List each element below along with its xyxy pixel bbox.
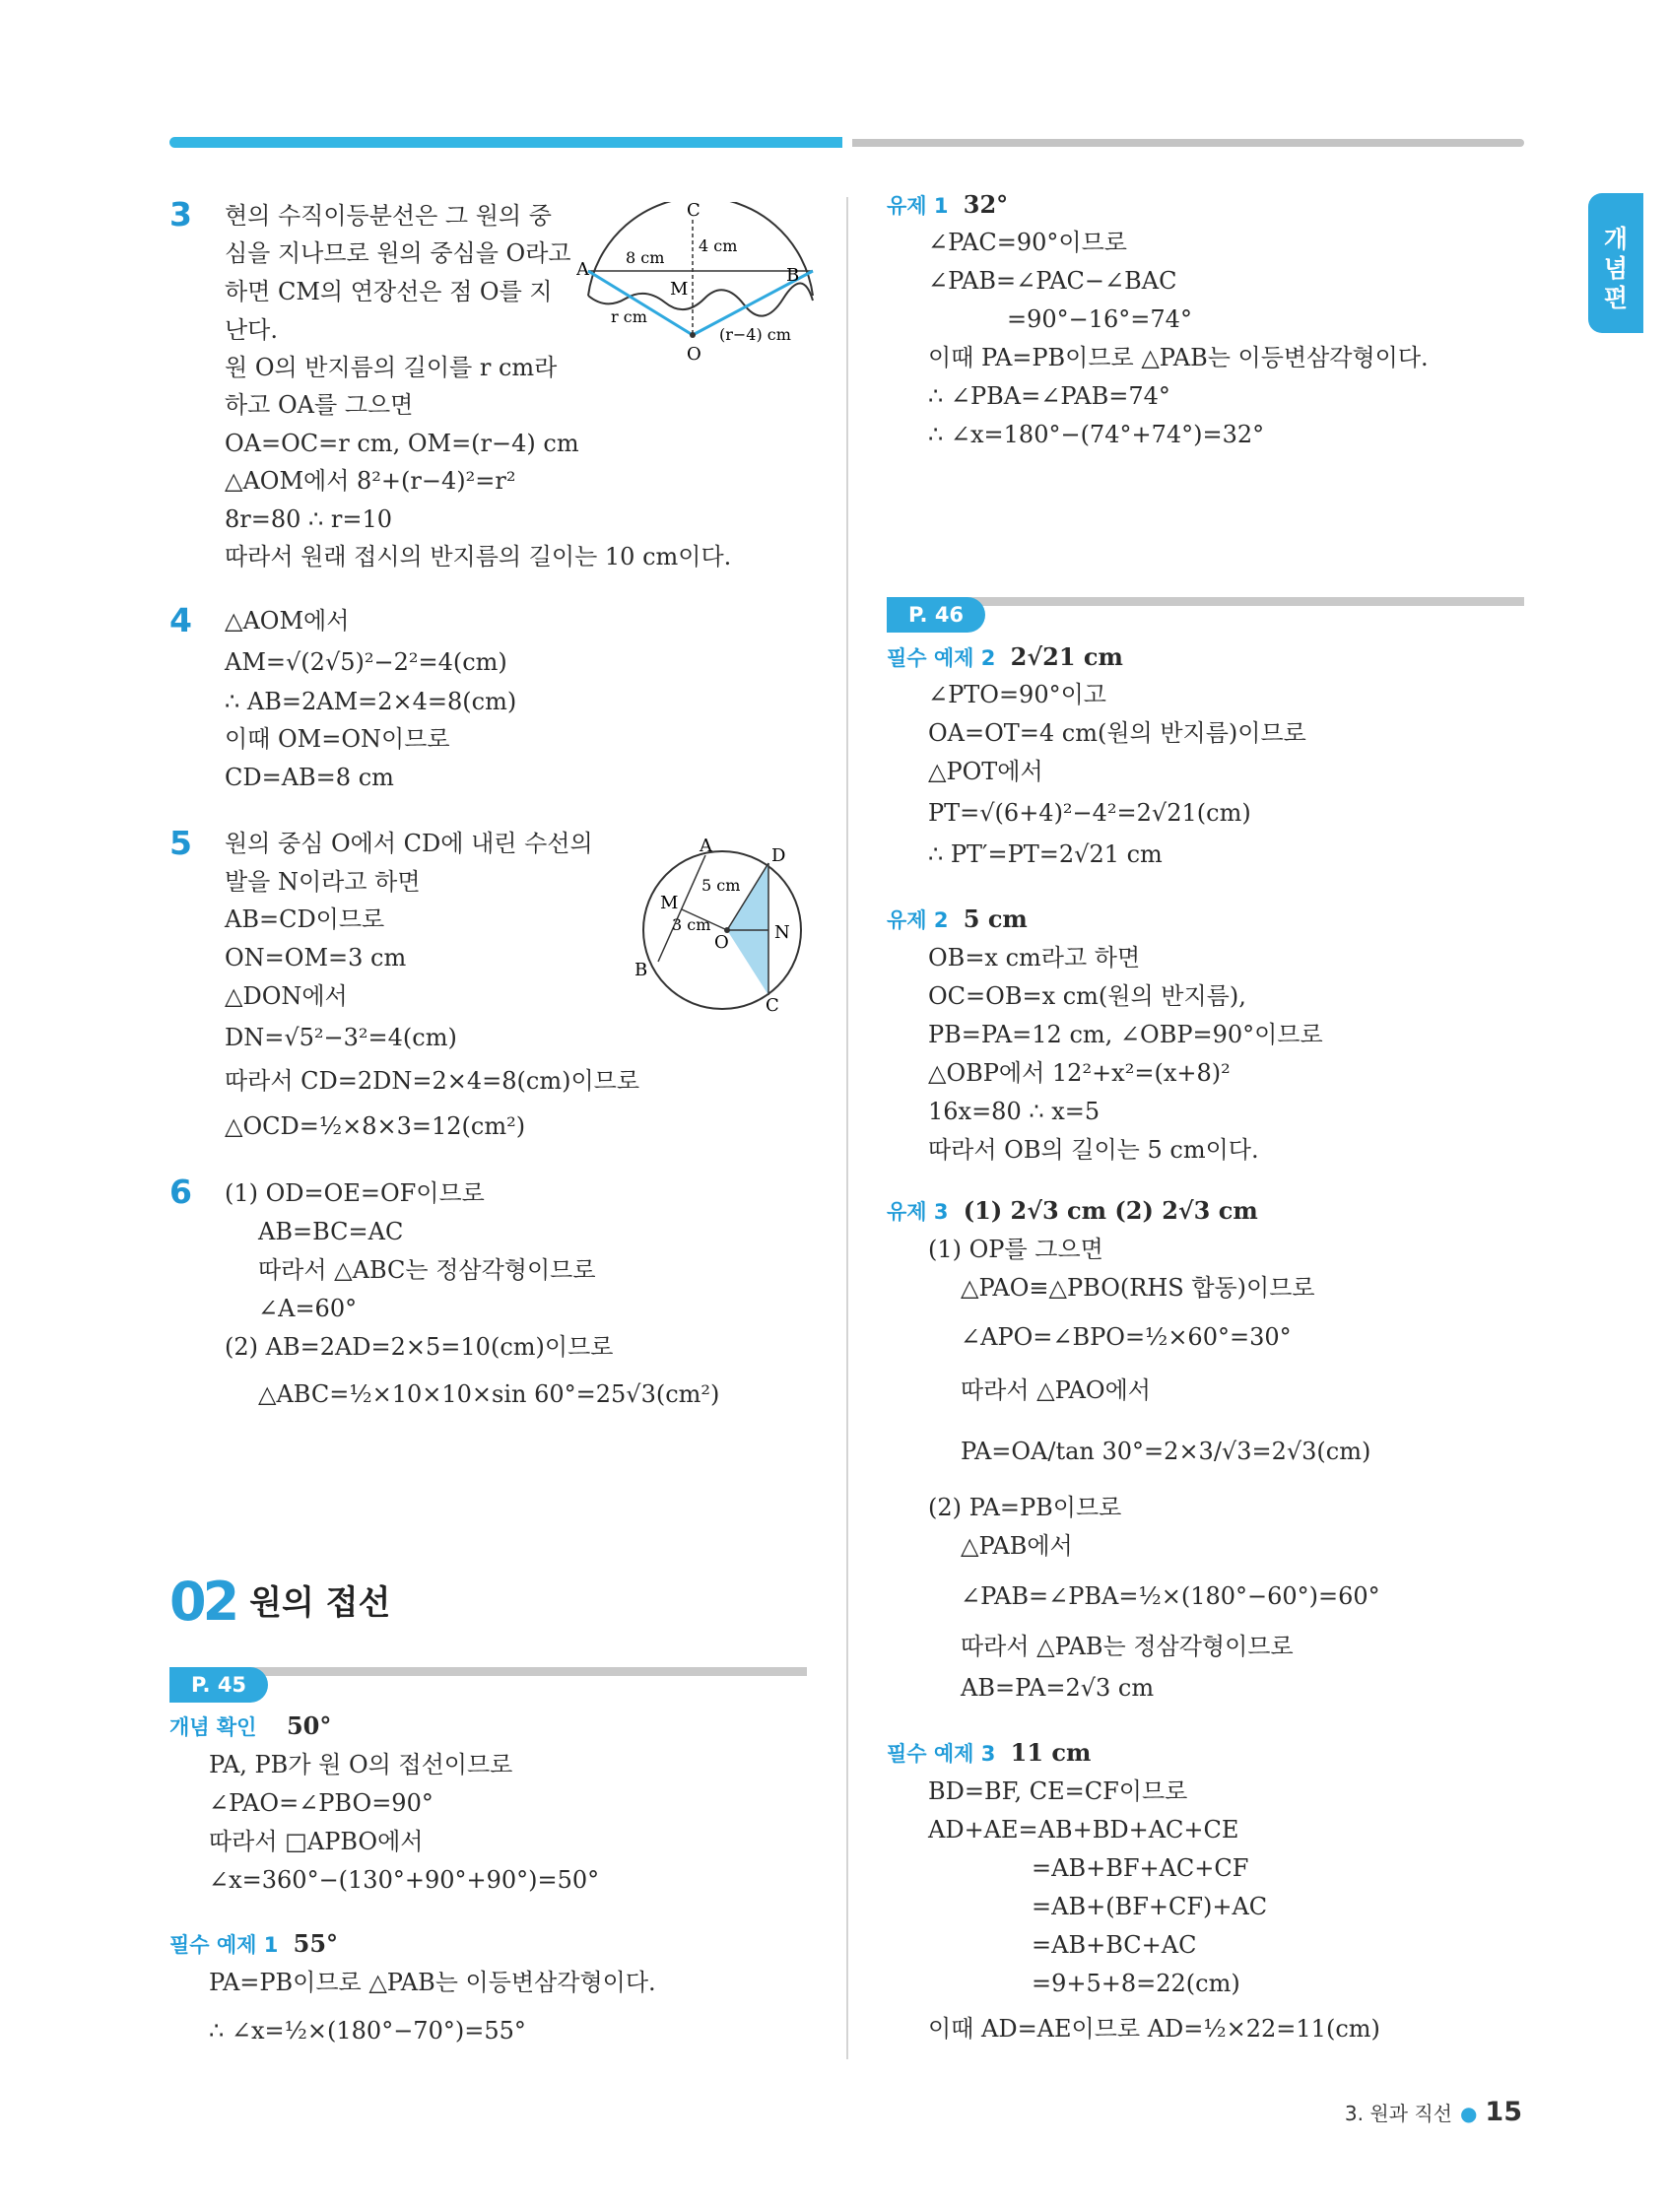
problem-6-line: (2) AB=2AD=2×5=10(cm)이므로 [225, 1333, 614, 1361]
problem-4-line: CD=AB=8 cm [225, 764, 394, 791]
figure-circle-chords [631, 836, 818, 1013]
yu-2-line: OB=x cm라고 하면 [928, 944, 1141, 972]
example-3-line: =AB+BF+AC+CF [1032, 1854, 1249, 1882]
fig3-label-m: M [670, 279, 689, 300]
problem-5-line: ON=OM=3 cm [225, 944, 407, 972]
problem-3-line: OA=OC=r cm, OM=(r−4) cm [225, 430, 579, 457]
problem-5-line: AB=CD이므로 [225, 905, 385, 933]
yu-3-line: (1) OP를 그으면 [928, 1236, 1103, 1263]
page-number: 15 [1485, 2097, 1522, 2127]
fig3-label-c: C [687, 202, 701, 221]
example-2-answer: 2√21 cm [1010, 642, 1123, 671]
problem-number-6: 6 [169, 1173, 192, 1211]
figure-dish-arc [576, 202, 818, 365]
problem-6-line: AB=BC=AC [258, 1218, 404, 1245]
yu-1-line: ∴ ∠PBA=∠PAB=74° [928, 382, 1170, 410]
footer-dot-icon: ● [1459, 2102, 1478, 2125]
fig5-label-c: C [766, 995, 779, 1013]
yu-2-line: 따라서 OB의 길이는 5 cm이다. [928, 1136, 1259, 1164]
problem-number-3: 3 [169, 195, 192, 234]
fig5-label-b: B [634, 960, 648, 980]
footer-chapter: 3. 원과 직선 [1344, 2102, 1452, 2125]
problem-5-line: 따라서 CD=2DN=2×4=8(cm)이므로 [225, 1067, 640, 1095]
yu-2-answer: 5 cm [963, 905, 1028, 933]
problem-3-line: 현의 수직이등분선은 그 원의 중 [225, 202, 552, 230]
example-2-label: 필수 예제 2 [887, 646, 996, 670]
example-2-line: ∴ PT′=PT=2√21 cm [928, 840, 1163, 868]
fig3-len-rcm: r cm [611, 307, 647, 326]
yu-2-line: PB=PA=12 cm, ∠OBP=90°이므로 [928, 1021, 1323, 1048]
concept-check-label: 개념 확인 [169, 1715, 257, 1739]
problem-6-line: △ABC=½×10×10×sin 60°=25√3(cm²) [258, 1380, 720, 1408]
problem-5-line: DN=√5²−3²=4(cm) [225, 1024, 457, 1051]
concept-check-line: PA, PB가 원 O의 접선이므로 [209, 1751, 513, 1778]
top-bar-left [169, 137, 842, 148]
yu-1-line: =90°−16°=74° [1007, 305, 1192, 333]
example-1-label: 필수 예제 1 [169, 1933, 279, 1957]
side-tab-concept [1588, 193, 1643, 333]
yu-3-line: AB=PA=2√3 cm [961, 1674, 1155, 1702]
problem-5-line: △OCD=½×8×3=12(cm²) [225, 1112, 526, 1140]
example-3-line: =AB+(BF+CF)+AC [1032, 1893, 1268, 1920]
problem-5-line: △DON에서 [225, 982, 348, 1010]
yu-3-answer: (1) 2√3 cm (2) 2√3 cm [963, 1196, 1258, 1225]
yu-3-line: 따라서 △PAO에서 [961, 1376, 1151, 1404]
concept-check-line: ∠x=360°−(130°+90°+90°)=50° [209, 1866, 600, 1894]
yu-3-header [887, 1196, 1258, 1227]
problem-6-line: ∠A=60° [258, 1295, 358, 1322]
yu-1-line: ∠PAC=90°이므로 [928, 229, 1127, 256]
example-2-line: PT=√(6+4)²−4²=2√21(cm) [928, 799, 1251, 827]
example-3-header [887, 1738, 1091, 1769]
fig5-label-d: D [771, 845, 786, 866]
problem-3-line: 8r=80 ∴ r=10 [225, 505, 393, 533]
example-1-header [169, 1929, 338, 1960]
example-3-line: =9+5+8=22(cm) [1032, 1970, 1240, 1997]
example-3-answer: 11 cm [1010, 1738, 1092, 1767]
problem-4-line: AM=√(2√5)²−2²=4(cm) [225, 648, 507, 676]
section-heading: 원의 접선 [249, 1583, 391, 1623]
yu-3-line: △PAB에서 [961, 1532, 1073, 1560]
page-ref-badge: P. 46 [887, 597, 985, 633]
problem-3-line: 따라서 원래 접시의 반지름의 길이는 10 cm이다. [225, 543, 732, 570]
example-2-line: ∠PTO=90°이고 [928, 681, 1106, 708]
concept-check-header [169, 1711, 331, 1742]
example-2-header [887, 642, 1123, 673]
example-2-line: △POT에서 [928, 758, 1043, 785]
yu-1-answer: 32° [963, 190, 1009, 219]
problem-5-line: 발을 N이라고 하면 [225, 868, 421, 896]
example-1-line: ∴ ∠x=½×(180°−70°)=55° [209, 2017, 526, 2044]
problem-number-4: 4 [169, 601, 192, 639]
side-tab-char: 개 [1603, 225, 1629, 253]
page-footer [1345, 2097, 1522, 2127]
fig5-label-o: O [714, 932, 729, 953]
example-3-line: AD+AE=AB+BD+AC+CE [928, 1816, 1239, 1843]
yu-3-line: PA=OA/tan 30°=2×3/√3=2√3(cm) [961, 1438, 1371, 1465]
problem-4-line: ∴ AB=2AM=2×4=8(cm) [225, 688, 517, 715]
problem-3-line: △AOM에서 8²+(r−4)²=r² [225, 467, 516, 495]
problem-5-line: 원의 중심 O에서 CD에 내린 수선의 [225, 830, 593, 857]
yu-2-header [887, 905, 1028, 935]
example-1-answer: 55° [293, 1929, 339, 1958]
yu-2-label: 유제 2 [887, 908, 949, 932]
fig3-label-a: A [576, 259, 589, 280]
fig5-len-3cm: 3 cm [672, 915, 711, 934]
problem-3-line: 심을 지나므로 원의 중심을 O라고 [225, 239, 571, 267]
example-3-line: =AB+BC+AC [1032, 1931, 1197, 1959]
fig3-label-b: B [786, 265, 800, 286]
problem-3-line: 원 O의 반지름의 길이를 r cm라 [225, 354, 558, 381]
yu-1-header [887, 190, 1008, 221]
yu-1-line: 이때 PA=PB이므로 △PAB는 이등변삼각형이다. [928, 344, 1429, 371]
problem-4-line: 이때 OM=ON이므로 [225, 725, 450, 753]
yu-1-line: ∠PAB=∠PAC−∠BAC [928, 267, 1177, 295]
yu-1-label: 유제 1 [887, 194, 949, 218]
concept-check-answer: 50° [286, 1711, 332, 1740]
section-number: 02 [169, 1571, 236, 1633]
example-3-line: BD=BF, CE=CF이므로 [928, 1777, 1188, 1805]
problem-4-line: △AOM에서 [225, 607, 350, 635]
problem-6-line: 따라서 △ABC는 정삼각형이므로 [258, 1256, 596, 1284]
side-tab-char: 편 [1603, 284, 1629, 312]
yu-1-line: ∴ ∠x=180°−(74°+74°)=32° [928, 421, 1265, 448]
fig3-len-r-4: (r−4) cm [719, 325, 791, 344]
fig5-label-m: M [660, 893, 679, 913]
yu-3-label: 유제 3 [887, 1200, 949, 1224]
fig3-len-8cm: 8 cm [626, 248, 665, 267]
yu-3-line: ∠PAB=∠PBA=½×(180°−60°)=60° [961, 1582, 1380, 1610]
yu-3-line: △PAO≡△PBO(RHS 합동)이므로 [961, 1274, 1315, 1302]
page-ref-badge: P. 45 [169, 1667, 268, 1703]
problem-number-5: 5 [169, 824, 192, 862]
yu-3-line: ∠APO=∠BPO=½×60°=30° [961, 1323, 1292, 1351]
fig5-label-n: N [774, 922, 790, 943]
column-divider [846, 197, 848, 2059]
concept-check-line: ∠PAO=∠PBO=90° [209, 1789, 434, 1817]
problem-3-line: 난다. [225, 316, 278, 344]
yu-3-line: 따라서 △PAB는 정삼각형이므로 [961, 1633, 1294, 1660]
yu-2-line: OC=OB=x cm(원의 반지름), [928, 982, 1246, 1010]
problem-3-line: 하면 CM의 연장선은 점 O를 지 [225, 278, 553, 305]
concept-check-line: 따라서 □APBO에서 [209, 1828, 424, 1855]
example-1-line: PA=PB이므로 △PAB는 이등변삼각형이다. [209, 1969, 656, 1996]
example-2-line: OA=OT=4 cm(원의 반지름)이므로 [928, 719, 1306, 747]
section-title [169, 1571, 390, 1633]
fig5-label-a: A [700, 836, 712, 856]
side-tab-char: 념 [1603, 254, 1629, 283]
yu-2-line: 16x=80 ∴ x=5 [928, 1098, 1101, 1125]
problem-6-line: (1) OD=OE=OF이므로 [225, 1179, 485, 1207]
fig5-len-5cm: 5 cm [701, 876, 741, 895]
yu-2-line: △OBP에서 12²+x²=(x+8)² [928, 1059, 1231, 1087]
example-3-label: 필수 예제 3 [887, 1742, 996, 1766]
fig3-label-o: O [687, 344, 701, 365]
problem-3-line: 하고 OA를 그으면 [225, 391, 414, 419]
yu-3-line: (2) PA=PB이므로 [928, 1494, 1122, 1521]
fig3-len-4cm: 4 cm [699, 236, 738, 255]
top-bar-right [852, 139, 1524, 147]
example-3-line: 이때 AD=AE이므로 AD=½×22=11(cm) [928, 2015, 1380, 2043]
